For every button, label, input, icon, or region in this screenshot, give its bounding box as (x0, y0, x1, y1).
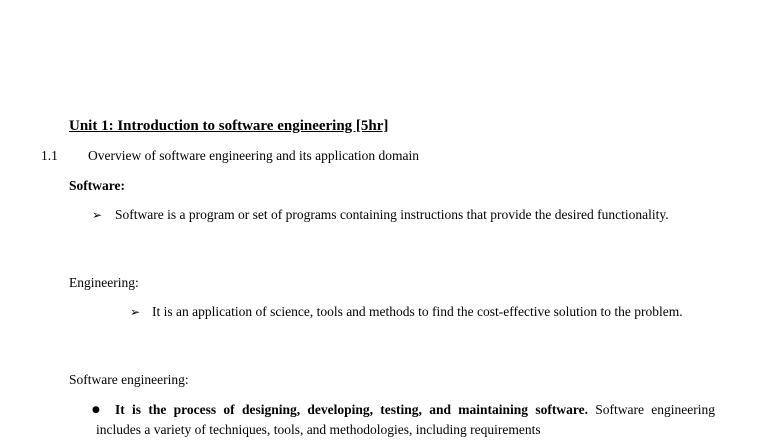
arrow-bullet-icon: ➢ (130, 305, 141, 319)
section-number: 1.1 (41, 148, 58, 163)
section-title: Overview of software engineering and its application domain (88, 148, 420, 163)
software-definition: Software is a program or set of programs containing instructions that provide the desired functionality. (115, 207, 669, 222)
engineering-definition: It is an application of science, tools and methods to find the cost-effective solution to the problem. (152, 304, 683, 319)
software-engineering-heading: Software engineering: (69, 372, 189, 387)
software-engineering-definition (96, 400, 715, 440)
unit-title: Unit 1: Introduction to software engineering [5hr] (69, 118, 389, 134)
software-engineering-definition-text: Software engineering includes a variety of techniques, tools, and methodologies, including requirements (96, 402, 715, 437)
software-heading: Software: (69, 178, 125, 193)
arrow-bullet-icon: ➢ (92, 208, 103, 222)
engineering-heading: Engineering: (69, 275, 139, 290)
software-engineering-definition-bold: It is the process of designing, developing, testing, and maintaining software. (115, 402, 588, 417)
disc-bullet-icon: ● (92, 405, 100, 415)
